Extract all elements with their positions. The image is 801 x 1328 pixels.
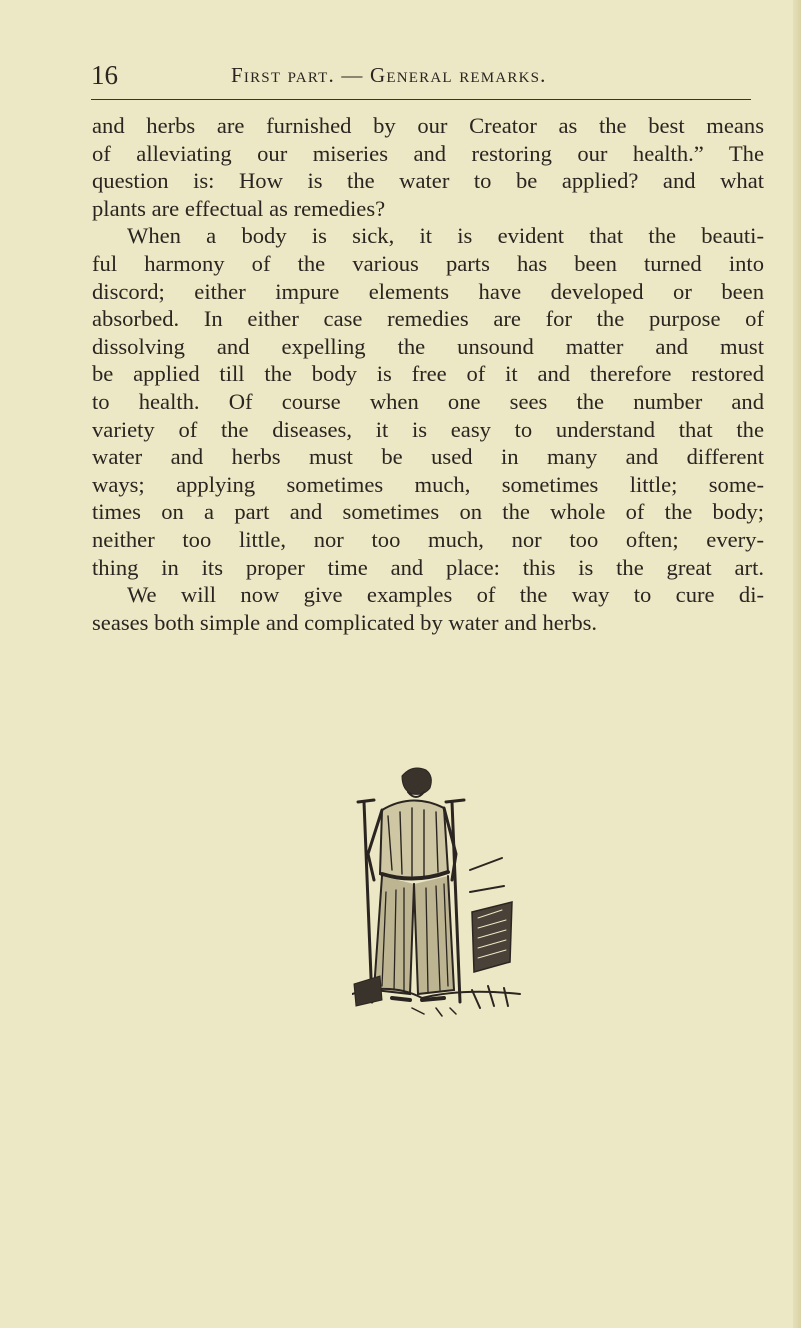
header-rule [91, 99, 751, 100]
man-on-crutches-illustration [352, 762, 522, 1022]
text-line: thing in its proper time and place: this is the great art. [92, 554, 764, 580]
text-line: and herbs are furnished by our Creator as the best means [92, 113, 764, 138]
text-line: ful harmony of the various parts has been turned into [92, 250, 764, 276]
text-line: neither too little, nor too much, nor too often; every- [92, 526, 764, 552]
text-line: discord; either impure elements have developed or been [92, 278, 764, 304]
page-number: 16 [91, 60, 118, 90]
text-line: seases both simple and complicated by water and herbs. [92, 609, 598, 635]
text-line: When a body is sick, it is evident that the beauti- [127, 223, 764, 249]
text-line: We will now give examples of the way to cure di- [127, 582, 764, 608]
text-line: question is: How is the water to be applied? and what [92, 168, 764, 194]
text-line: absorbed. In either case remedies are for the purpose of [92, 306, 764, 332]
text-line: to health. Of course when one sees the number and [92, 388, 764, 414]
page-header [91, 58, 751, 92]
text-line: of alleviating our miseries and restoring our health.” The [92, 140, 764, 166]
text-line: times on a part and sometimes on the whole of the body; [92, 499, 764, 525]
page-edge [793, 0, 801, 1328]
text-line: water and herbs must be used in many and different [92, 444, 764, 470]
text-line: plants are effectual as remedies? [92, 195, 386, 221]
text-line: ways; applying sometimes much, sometimes little; some- [92, 471, 764, 497]
text-line: be applied till the body is free of it and therefore restored [92, 361, 764, 387]
text-line: variety of the diseases, it is easy to understand that the [92, 416, 764, 442]
text-line: dissolving and expelling the unsound matter and must [92, 333, 764, 359]
running-head: First part. — General remarks. [231, 63, 547, 87]
body-text [92, 112, 764, 636]
